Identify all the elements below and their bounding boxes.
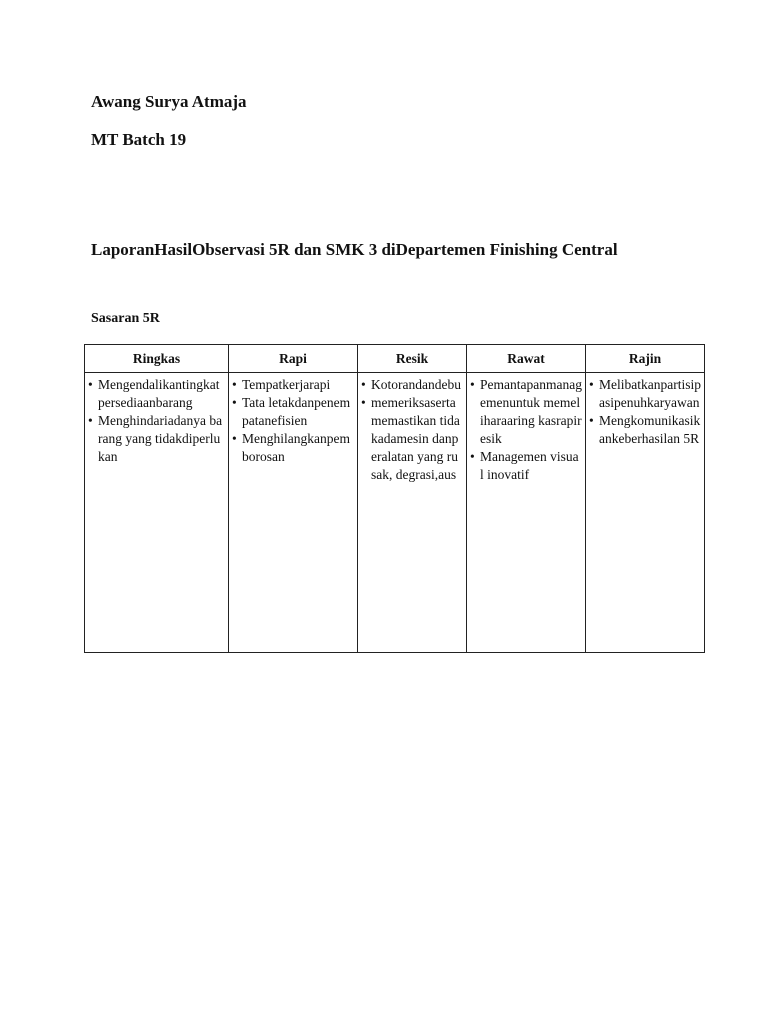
header-ringkas: Ringkas: [85, 345, 229, 373]
section-label: Sasaran 5R: [91, 311, 160, 326]
goals-table: [84, 344, 705, 653]
author-name: Awang Surya Atmaja: [91, 92, 247, 111]
list-item: • Menghilangkanpemborosan: [232, 430, 354, 466]
header-rawat: Rawat: [467, 345, 586, 373]
list-item: • Mengendalikantingkatpersediaanbarang: [88, 376, 225, 412]
table-row: [85, 373, 705, 653]
list-item: • Kotorandandebu: [361, 376, 463, 394]
table-header-row: [85, 345, 705, 373]
list-item: • Mengkomunikasikankeberhasilan 5R: [589, 412, 701, 448]
report-title: LaporanHasilObservasi 5R dan SMK 3 diDepartemen Finishing Central: [91, 240, 618, 259]
cell-ringkas: [85, 373, 229, 653]
list-item: • memeriksasertamemastikan tidakadamesin danperalatan yang rusak, degrasi,aus: [361, 394, 463, 484]
header-rapi: Rapi: [229, 345, 358, 373]
list-item: • Tata letakdanpenempatanefisien: [232, 394, 354, 430]
list-item: • Melibatkanpartisipasipenuhkaryawan: [589, 376, 701, 412]
header-resik: Resik: [358, 345, 467, 373]
cell-resik: [358, 373, 467, 653]
header-rajin: Rajin: [586, 345, 705, 373]
list-item: • Tempatkerjarapi: [232, 376, 354, 394]
cell-rawat: [467, 373, 586, 653]
list-item: • Managemen visual inovatif: [470, 448, 582, 484]
cell-rajin: [586, 373, 705, 653]
batch-label: MT Batch 19: [91, 130, 187, 149]
cell-rapi: [229, 373, 358, 653]
list-item: • Menghindariadanya barang yang tidakdiperlukan: [88, 412, 225, 466]
list-item: • Pemantapanmanagemenuntuk memeliharaaring kasrapiresik: [470, 376, 582, 448]
